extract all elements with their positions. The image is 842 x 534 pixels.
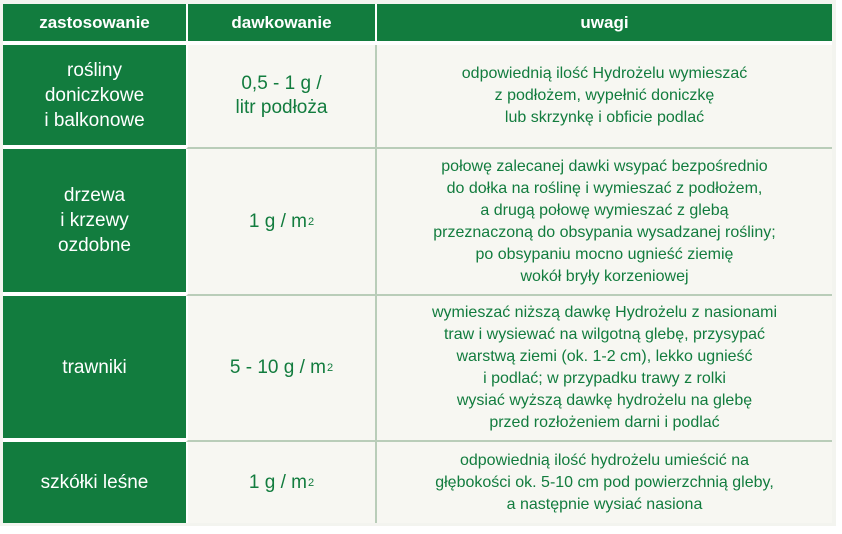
row-3-application: trawniki — [3, 296, 186, 442]
row-2-dosage-superscript: 2 — [307, 215, 315, 228]
row-1-dosage-text: 0,5 - 1 g / litr podłoża — [235, 73, 328, 118]
row-2-dosage — [186, 149, 377, 296]
row-2-application: drzewa i krzewy ozdobne — [3, 149, 186, 296]
dosage-table — [3, 4, 832, 523]
row-4-dosage — [186, 442, 377, 523]
row-4-dosage-text: 1 g / m — [248, 471, 307, 493]
header-dosage: dawkowanie — [186, 4, 377, 45]
row-2-dosage-text: 1 g / m — [248, 210, 307, 232]
header-application: zastosowanie — [3, 4, 186, 45]
row-3-dosage-text: 5 - 10 g / m — [229, 357, 326, 378]
row-3-dosage — [186, 296, 377, 442]
row-4-dosage-superscript: 2 — [307, 476, 315, 489]
row-1-notes: odpowiednią ilość Hydrożelu wymieszać z podłożem, wypełnić doniczkę lub skrzynkę i obficie podlać — [377, 45, 832, 149]
row-4-application: szkółki leśne — [3, 442, 186, 523]
header-notes: uwagi — [377, 4, 832, 45]
row-1-dosage — [186, 45, 377, 149]
row-3-dosage-superscript: 2 — [326, 362, 334, 374]
row-4-notes: odpowiednią ilość hydrożelu umieścić na głębokości ok. 5-10 cm pod powierzchnią gleby, a następnie wysiać nasiona — [377, 442, 832, 523]
row-2-notes: połowę zalecanej dawki wsypać bezpośrednio do dołka na roślinę i wymieszać z podłożem, a drugą połowę wymieszać z glebą przeznaczoną do obsypania wysadzanej rośliny; po obsypaniu mocno ugnieść ziemię wokół bryły korzeniowej — [377, 149, 832, 296]
row-1-application: rośliny doniczkowe i balkonowe — [3, 45, 186, 149]
row-3-notes: wymieszać niższą dawkę Hydrożelu z nasionami traw i wysiewać na wilgotną glebę, przysypać warstwą ziemi (ok. 1-2 cm), lekko ugnieść i podlać; w przypadku trawy z rolki wysiać wyższą dawkę hydrożelu na glebę przed rozłożeniem darni i podlać — [377, 296, 832, 442]
